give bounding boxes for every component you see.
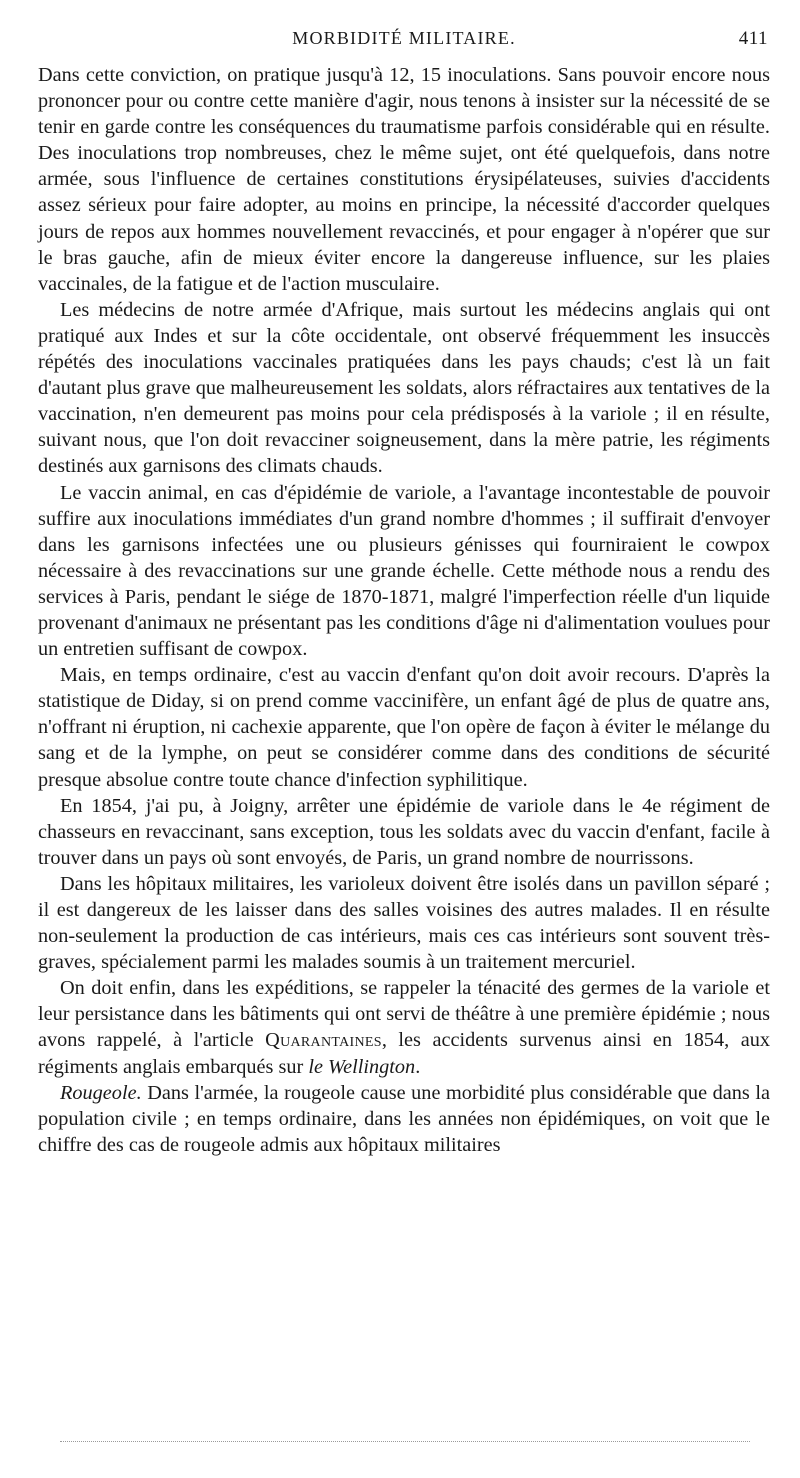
body-text bbox=[38, 62, 770, 1158]
paragraph-7-text-a: On doit enfin, dans les expéditions, se rappeler la ténacité des germes de la variole et leur persistance dans les bâtiments qui ont servi de théâtre à une première épidémie ; nous avons rappelé, à l'article bbox=[38, 977, 770, 1052]
paragraph-4: Mais, en temps ordinaire, c'est au vaccin d'enfant qu'on doit avoir recours. D'après la statistique de Diday, si on prend comme vaccinifère, un enfant âgé de plus de quatre ans, n'offrant ni éruption, ni cachexie apparente, que l'on opère de façon à éviter le mélange du sang et de la lymphe, on peut se considérer comme dans des conditions de sécurité presque absolue contre toute chance d'infection syphilitique. bbox=[38, 664, 770, 791]
page-number: 411 bbox=[738, 28, 768, 49]
ship-name: le Wellington bbox=[308, 1055, 416, 1078]
paragraph-7 bbox=[38, 975, 770, 1079]
running-head bbox=[38, 24, 770, 56]
paragraph-5: En 1854, j'ai pu, à Joigny, arrêter une épidémie de variole dans le 4e régiment de chasseurs en revaccinant, sans exception, tous les soldats avec du vaccin d'enfant, facile à trouver dans un pays où sont envoyés, de Paris, un grand nombre de nourrissons. bbox=[38, 794, 770, 869]
article-reference: Quarantaines bbox=[265, 1029, 382, 1052]
paragraph-3: Le vaccin animal, en cas d'épidémie de variole, a l'avantage incontestable de pouvoir suffire aux inoculations immédiates d'un grand nombre d'hommes ; il suffirait d'envoyer dans les garnisons infectées une ou plusieurs génisses qui fourniraient le cowpox nécessaire à des revaccinations sur une grande échelle. Cette méthode nous a rendu des services à Paris, pendant le siége de 1870-1871, malgré l'imperfection réelle d'un liquide provenant d'animaux ne présentant pas les conditions d'âge ni d'alimentation voulues pour un entretien suffisant de cowpox. bbox=[38, 481, 770, 661]
paragraph-8-text: Dans l'armée, la rougeole cause une morbidité plus considérable que dans la population civile ; en temps ordinaire, dans les années non épidémiques, on voit que le chiffre des cas de rougeole admis aux hôpitaux militaires bbox=[38, 1081, 770, 1156]
running-title: MORBIDITÉ MILITAIRE. bbox=[292, 28, 516, 48]
paragraph-7-text-c: . bbox=[415, 1055, 421, 1078]
page bbox=[38, 24, 770, 1158]
footer-rule bbox=[60, 1441, 750, 1442]
paragraph-6: Dans les hôpitaux militaires, les varioleux doivent être isolés dans un pavillon séparé ; il est dangereux de les laisser dans des salles voisines des autres malades. Il en résulte non-seulement la production de cas intérieurs, mais ces cas intérieurs sont souvent très-graves, spécialement parmi les malades soumis à un traitement mercuriel. bbox=[38, 872, 770, 974]
paragraph-8 bbox=[38, 1080, 770, 1158]
paragraph-7-text-b: , les accidents survenus ainsi en 1854, aux régiments anglais embarqués sur bbox=[38, 1029, 770, 1078]
paragraph-2: Les médecins de notre armée d'Afrique, mais surtout les médecins anglais qui ont pratiqué aux Indes et sur la côte occidentale, ont observé fréquemment les insuccès répétés des inoculations vaccinales pratiquées dans les pays chauds; c'est là un fait d'autant plus grave que malheureusement les soldats, alors réfractaires aux tentatives de la vaccination, n'en demeurent pas moins pour cela prédisposés à la variole ; il en résulte, suivant nous, que l'on doit revacciner soigneusement, dans la mère patrie, les régiments destinés aux garnisons des climats chauds. bbox=[38, 298, 770, 478]
section-heading-rougeole: Rougeole. bbox=[60, 1081, 142, 1104]
paragraph-1: Dans cette conviction, on pratique jusqu'à 12, 15 inoculations. Sans pouvoir encore nous prononcer pour ou contre cette manière d'agir, nous tenons à insister sur la nécessité de se tenir en garde contre les conséquences du traumatisme parfois considérable qui en résulte. Des inoculations trop nombreuses, chez le même sujet, ont été quelquefois, dans notre armée, sous l'influence de certaines constitutions érysipélateuses, suivies d'accidents assez sérieux pour faire adopter, au moins en principe, la nécessité d'accorder quelques jours de repos aux hommes nouvellement revaccinés, et pour engager à n'opérer que sur le bras gauche, afin de mieux éviter encore la dangereuse influence, sur les plaies vaccinales, de la fatigue et de l'action musculaire. bbox=[38, 64, 770, 295]
